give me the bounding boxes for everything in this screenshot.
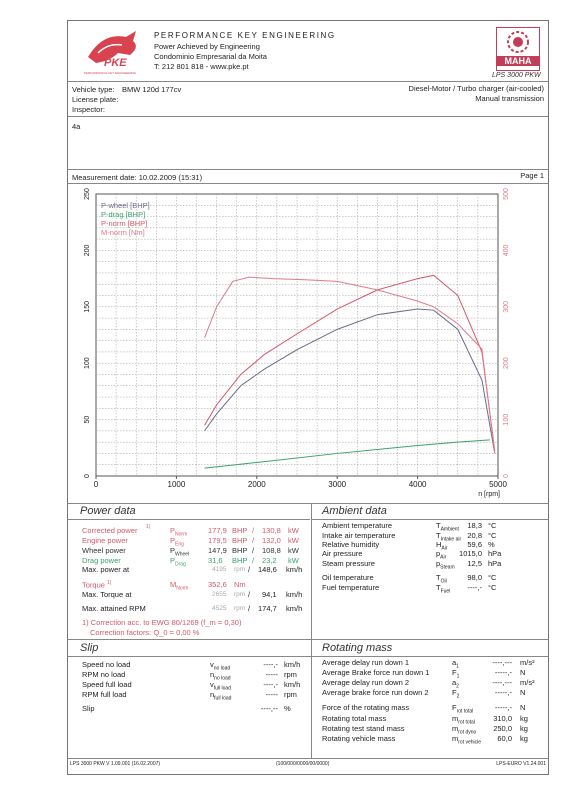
slip-row-value: ----,-- <box>260 704 278 713</box>
y-left-tick-label: 150 <box>84 300 91 313</box>
vehicle-type-value: BMW 120d 177cv <box>122 85 182 94</box>
power-row-symbol: $P_{Wheel}$ <box>170 546 190 558</box>
power-row-value-bhp: 147,9 <box>208 546 227 555</box>
ambient-row-unit: % <box>488 540 495 549</box>
y-left-tick-label: 100 <box>84 357 91 370</box>
power-row-label: Engine power <box>82 536 128 545</box>
power-data-title: Power data <box>80 505 136 517</box>
brand-model: LPS 3000 PKW <box>492 72 541 79</box>
y-right-tick-label: 100 <box>503 413 510 426</box>
rotating-mass-row-symbol: $F_1$ <box>452 668 460 680</box>
ambient-row-label: Air pressure <box>322 549 363 558</box>
ambient-row-unit: °C <box>488 521 497 530</box>
rotating-mass-row-symbol: $m_{rot vehicle}$ <box>452 734 482 746</box>
inspector-label: Inspector: <box>72 105 105 114</box>
power-row-sep: / <box>252 556 255 565</box>
rotating-mass-row-value: -----,- <box>494 688 512 697</box>
slip-row-label: RPM no load <box>82 670 126 679</box>
power-row-unit-kw: kW <box>288 546 299 555</box>
max-torque-rpm-unit: rpm <box>234 591 246 598</box>
measurement-date: Measurement date: 10.02.2009 (15:31) <box>72 173 203 182</box>
max-torque-rpm: 2655 <box>212 591 227 598</box>
max-torque-label: Max. Torque at <box>82 590 132 599</box>
rotating-mass-row-unit: N <box>520 703 526 712</box>
power-row-sep: / <box>252 536 255 545</box>
y-right-tick-label: 400 <box>503 244 510 257</box>
slip-row-symbol: $n_{no load}$ <box>210 670 231 682</box>
rotating-mass-row-symbol: $m_{rot dyno}$ <box>452 724 477 736</box>
vehicle-note: 4a <box>72 122 81 131</box>
ambient-row-symbol: $T_{Ambient}$ <box>436 521 459 533</box>
vehicle-type-label: Vehicle type: <box>72 85 115 94</box>
max-power-label: Max. power at <box>82 565 130 574</box>
max-power-rpm-unit: rpm <box>234 566 246 573</box>
max-torque-speed-unit: km/h <box>286 590 303 599</box>
y-right-tick-label: 500 <box>503 188 510 200</box>
ambient-row-value: ----,- <box>467 583 482 592</box>
y-left-tick-label: 50 <box>84 415 91 424</box>
slip-row-unit: % <box>284 704 291 713</box>
power-row-value-kw: 108,8 <box>262 546 281 555</box>
legend-entry: M-norm [Nm] <box>101 228 145 237</box>
rotating-mass-row-label: Average delay run down 1 <box>322 658 410 667</box>
legend-entry: P-norm [BHP] <box>101 219 148 228</box>
ambient-row-symbol: $p_{Steam}$ <box>436 559 455 571</box>
rotating-mass-row-value: ----,--- <box>492 678 512 687</box>
horse-logo-icon <box>78 27 153 77</box>
rotating-mass-row-value: -----,- <box>494 668 512 677</box>
series-line-p-drag <box>205 440 490 468</box>
ambient-row-symbol: $p_{Air}$ <box>436 549 447 561</box>
ambient-row-symbol: $H_{Air}$ <box>436 540 448 552</box>
rotating-mass-row-value: 310,0 <box>493 714 512 723</box>
x-tick-label: 4000 <box>408 480 427 489</box>
torque-value: 352,6 <box>208 580 227 589</box>
x-tick-label: 0 <box>93 480 99 489</box>
legend-entry: P-drag [BHP] <box>101 210 146 219</box>
rotating-mass-row-label: Average Brake force run down 1 <box>322 668 430 677</box>
power-row-symbol: $P_{Eng}$ <box>170 536 184 548</box>
rotating-mass-row-symbol: $F_2$ <box>452 688 460 700</box>
slip-row-label: Speed full load <box>82 680 132 689</box>
rotating-mass-row-symbol: $F_{rot total}$ <box>452 703 474 715</box>
ambient-row-label: Intake air temperature <box>322 531 396 540</box>
power-row-label: Corrected power <box>82 526 138 535</box>
slip-row-label: RPM full load <box>82 690 127 699</box>
rotating-mass-row-unit: N <box>520 668 526 677</box>
power-row-sep: / <box>252 526 255 535</box>
x-tick-label: 1000 <box>167 480 186 489</box>
rotating-mass-row-unit: kg <box>520 714 528 723</box>
power-row-value-bhp: 177,9 <box>208 526 227 535</box>
rotating-mass-row-unit: m/s² <box>520 658 535 667</box>
slip-row-symbol: $v_{no load}$ <box>210 660 231 672</box>
ambient-row-unit: hPa <box>488 549 502 558</box>
power-row-label: Drag power <box>82 556 121 565</box>
transmission: Manual transmission <box>475 94 544 103</box>
ambient-row-unit: °C <box>488 583 497 592</box>
slip-row-unit: km/h <box>284 680 301 689</box>
ambient-row-label: Ambient temperature <box>322 521 393 530</box>
max-torque-speed: 94,1 <box>262 590 277 599</box>
power-row-symbol: $P_{Norm}$ <box>170 526 188 538</box>
footer-center: (100/000/0000/00/0000) <box>276 761 330 767</box>
max-rpm-speed-unit: km/h <box>286 604 303 613</box>
ambient-row-unit: hPa <box>488 559 502 568</box>
rotating-mass-row-label: Rotating total mass <box>322 714 387 723</box>
power-row-unit-kw: kW <box>288 556 299 565</box>
series-line-p-wheel <box>205 309 495 453</box>
rotating-mass-row-label: Force of the rotating mass <box>322 703 410 712</box>
rotating-mass-row-unit: m/s² <box>520 678 535 687</box>
max-power-rpm: 4195 <box>212 566 227 573</box>
y-left-tick-label: 0 <box>84 474 91 478</box>
power-row-sup: 1) <box>146 524 151 530</box>
footer-right: LPS-EURO V1.24.001 <box>496 761 546 767</box>
slip-row-value: ----- <box>265 690 278 699</box>
x-tick-label: 2000 <box>247 480 266 489</box>
correction-note: 1) Correction acc. to EWG 80/1269 (f_m = 0,30) <box>82 618 242 627</box>
legend-entry: P-wheel [BHP] <box>101 201 150 210</box>
ambient-row-label: Relative humidity <box>322 540 380 549</box>
rotating-mass-row-symbol: $m_{rot total}$ <box>452 714 475 726</box>
max-rpm-rpm-unit: rpm <box>234 605 246 612</box>
ambient-row-unit: °C <box>488 531 497 540</box>
company-contact: T: 212 801 818 - www.pke.pt <box>154 62 249 71</box>
power-row-unit-bhp: BHP <box>232 546 248 555</box>
slip-row-value: ----,- <box>263 680 278 689</box>
slip-row-label: Speed no load <box>82 660 131 669</box>
power-row-value-bhp: 179,5 <box>208 536 227 545</box>
correction-factor: Correction factors: Q_0 = 0,00 % <box>90 628 200 637</box>
rotating-mass-row-symbol: $a_1$ <box>452 658 459 670</box>
x-tick-label: 3000 <box>328 480 347 489</box>
y-left-tick-label: 200 <box>84 244 91 257</box>
max-rpm-rpm: 4525 <box>212 605 227 612</box>
power-row-value-bhp: 31,6 <box>208 556 223 565</box>
rotating-mass-title: Rotating mass <box>322 642 393 654</box>
max-power-speed: 148,6 <box>258 565 277 574</box>
rotating-mass-row-unit: N <box>520 688 526 697</box>
page-number: Page 1 <box>520 171 544 180</box>
slip-row-label: Slip <box>82 704 95 713</box>
ambient-data-title: Ambient data <box>322 505 387 517</box>
max-torque-sep: / <box>248 590 251 599</box>
ambient-row-value: 59,6 <box>467 540 482 549</box>
rotating-mass-row-label: Rotating test stand mass <box>322 724 405 733</box>
ambient-row-symbol: $T_{Fuel}$ <box>436 583 451 595</box>
ambient-row-symbol: $T_{Intake air}$ <box>436 531 462 543</box>
rotating-mass-row-value: -----,- <box>494 703 512 712</box>
torque-unit: Nm <box>234 580 246 589</box>
max-power-sep: / <box>248 565 251 574</box>
ambient-row-value: 98,0 <box>467 573 482 582</box>
rotating-mass-row-label: Average delay run down 2 <box>322 678 410 687</box>
power-row-unit-bhp: BHP <box>232 536 248 545</box>
slip-row-unit: rpm <box>284 690 297 699</box>
x-axis-label: n [rpm] <box>478 491 500 498</box>
logo-text: PKE <box>104 57 127 69</box>
rotating-mass-row-label: Rotating vehicle mass <box>322 734 396 743</box>
torque-label: Torque $^{1)}$ <box>82 580 112 590</box>
slip-row-value: ----,- <box>263 660 278 669</box>
slip-title: Slip <box>80 642 99 654</box>
ambient-row-value: 18,3 <box>467 521 482 530</box>
rotating-mass-row-label: Average brake force run down 2 <box>322 688 429 697</box>
company-name: PERFORMANCE KEY ENGINEERING <box>154 31 336 40</box>
power-row-unit-kw: kW <box>288 536 299 545</box>
rotating-mass-row-unit: kg <box>520 734 528 743</box>
ambient-row-label: Steam pressure <box>322 559 375 568</box>
pke-logo <box>78 27 153 77</box>
rotating-mass-row-unit: kg <box>520 724 528 733</box>
report-page <box>67 20 549 775</box>
power-row-label: Wheel power <box>82 546 126 555</box>
power-row-symbol: $P_{Drag}$ <box>170 556 186 568</box>
power-row-unit-bhp: BHP <box>232 556 248 565</box>
power-row-value-kw: 132,0 <box>262 536 281 545</box>
ambient-row-label: Oil temperature <box>322 573 374 582</box>
engine-type: Diesel-Motor / Turbo charger (air-cooled) <box>408 84 544 93</box>
slip-row-unit: rpm <box>284 670 297 679</box>
logo-subtext: PERFORMANCE KEY ENGINEERING <box>84 71 136 75</box>
rotating-mass-row-symbol: $a_2$ <box>452 678 459 690</box>
maha-logo <box>496 27 540 71</box>
ambient-row-value: 20,8 <box>467 531 482 540</box>
torque-symbol: $M_{Norm}$ <box>170 580 189 592</box>
max-rpm-speed: 174,7 <box>258 604 277 613</box>
rotating-mass-row-value: ----,--- <box>492 658 512 667</box>
ambient-row-symbol: $T_{Oil}$ <box>436 573 447 585</box>
y-right-tick-label: 200 <box>503 357 510 370</box>
slip-row-symbol: $v_{full load}$ <box>210 680 231 692</box>
max-rpm-label: Max. attained RPM <box>82 604 146 613</box>
ambient-row-value: 1015,0 <box>459 549 482 558</box>
footer-left: LPS 3000 PKW V 1.09.001 (16.02.2007) <box>70 761 161 767</box>
power-row-unit-kw: kW <box>288 526 299 535</box>
power-row-unit-bhp: BHP <box>232 526 248 535</box>
power-torque-chart <box>68 184 548 500</box>
slip-row-unit: km/h <box>284 660 301 669</box>
power-row-value-kw: 23,2 <box>262 556 277 565</box>
max-power-speed-unit: km/h <box>286 565 303 574</box>
ambient-row-unit: °C <box>488 573 497 582</box>
ambient-row-label: Fuel temperature <box>322 583 380 592</box>
slip-row-value: ----- <box>265 670 278 679</box>
x-tick-label: 5000 <box>489 480 507 489</box>
y-left-tick-label: 250 <box>84 188 91 200</box>
license-plate-label: License plate: <box>72 95 119 104</box>
ambient-row-value: 12,5 <box>467 559 482 568</box>
y-right-tick-label: 300 <box>503 300 510 313</box>
company-address: Condominio Empresarial da Moita <box>154 52 267 61</box>
slip-row-symbol: $n_{full load}$ <box>210 690 232 702</box>
rotating-mass-row-value: 60,0 <box>497 734 512 743</box>
power-row-sep: / <box>252 546 255 555</box>
y-right-tick-label: 0 <box>503 474 510 478</box>
rotating-mass-row-value: 250,0 <box>493 724 512 733</box>
maha-text: MAHA <box>497 56 539 66</box>
gear-badge-icon <box>497 28 539 58</box>
power-row-value-kw: 130,8 <box>262 526 281 535</box>
max-rpm-sep: / <box>248 604 251 613</box>
company-tagline: Power Achieved by Engineering <box>154 42 260 51</box>
